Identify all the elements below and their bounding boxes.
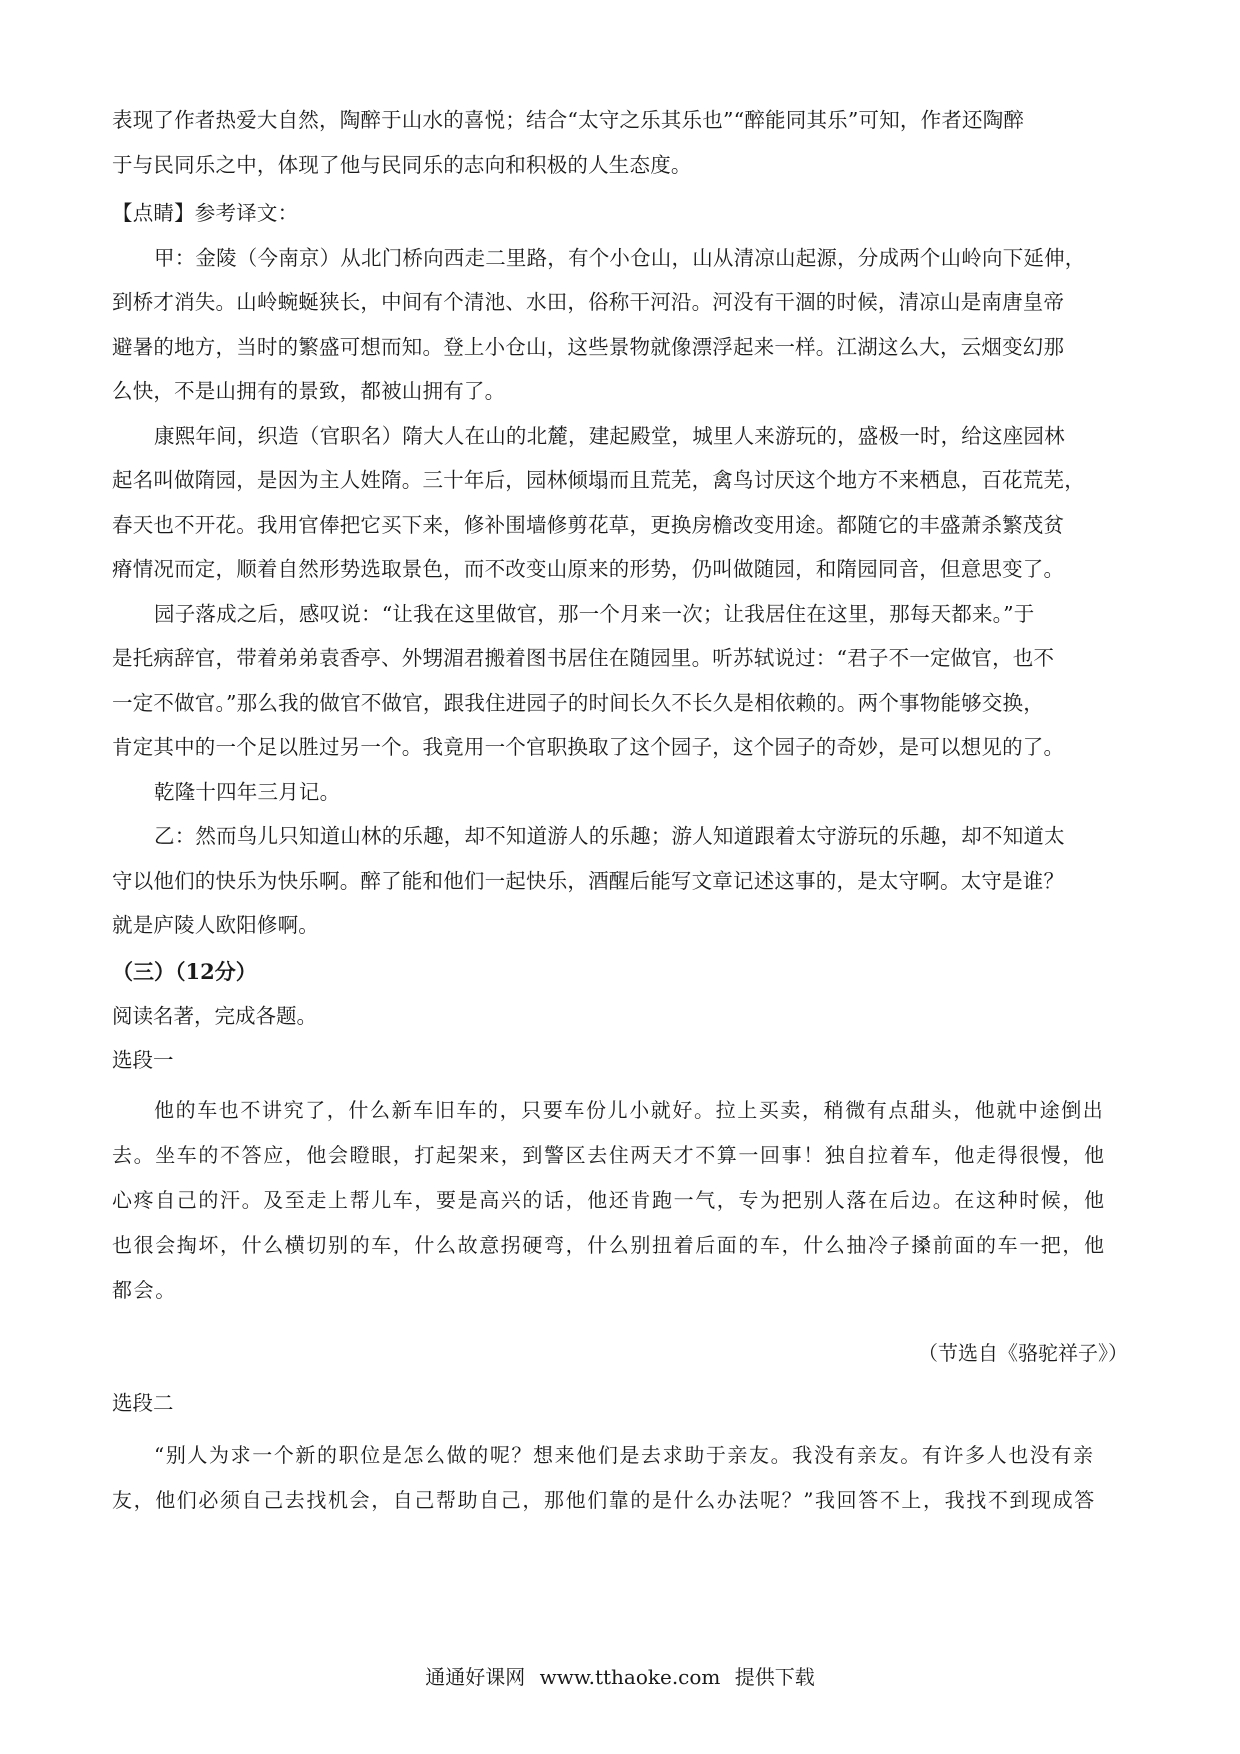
text-line: 他的车也不讲究了，什么新车旧车的，只要车份儿小就好。拉上买卖，稍微有点甜头，他就中途倒出 xyxy=(154,1097,1105,1122)
page-content xyxy=(112,98,1130,1523)
text-line: 春天也不开花。我用官俸把它买下来，修补围墙修剪花草，更换房檐改变用途。都随它的丰盛萧杀繁茂贫 xyxy=(112,512,1065,537)
text-line: 避暑的地方，当时的繁盛可想而知。登上小仓山，这些景物就像漂浮起来一样。江湖这么大，云烟变幻那 xyxy=(112,334,1065,359)
footer-url[interactable]: www.tthaoke.com xyxy=(539,1665,721,1689)
text-line: 也很会掏坏，什么横切别的车，什么故意拐硬弯，什么别扭着后面的车，什么抽冷子搡前面的车一把，他 xyxy=(112,1232,1106,1257)
section-heading: （三）（12分） xyxy=(112,958,257,984)
text-line: 么快，不是山拥有的景致，都被山拥有了。 xyxy=(112,379,506,403)
dianjing-label: 【点睛】参考译文： xyxy=(112,201,299,225)
text-line: 守以他们的快乐为快乐啊。醉了能和他们一起快乐，酒醒后能写文章记述这事的，是太守啊。太守是谁？ xyxy=(112,868,1065,893)
text-line: 肯定其中的一个足以胜过另一个。我竟用一个官职换取了这个园子，这个园子的奇妙，是可以想见的了。 xyxy=(112,735,1065,759)
text-line: 友，他们必须自己去找机会，自己帮助自己，那他们靠的是什么办法呢？”我回答不上，我找不到现成答 xyxy=(112,1487,1096,1512)
excerpt-two-label: 选段二 xyxy=(112,1390,174,1415)
text-line: 甲：金陵（今南京）从北门桥向西走二里路，有个小仓山，山从清凉山起源，分成两个山岭向下延伸， xyxy=(154,245,1086,270)
excerpt-two-text xyxy=(112,1433,1130,1523)
footer-site-name: 通通好课网 xyxy=(425,1665,526,1689)
text-line: 于与民同乐之中，体现了他与民同乐的志向和积极的人生态度。 xyxy=(112,152,692,177)
translation-jia-date: 乾隆十四年三月记。 xyxy=(154,779,341,804)
page-footer xyxy=(0,1662,1240,1692)
text-line: 一定不做官。”那么我的做官不做官，跟我住进园子的时间长久不长久是相依赖的。两个事物能够交换， xyxy=(112,690,1044,715)
text-line: 都会。 xyxy=(112,1277,177,1302)
text-line: 瘠情况而定，顺着自然形势选取景色，而不改变山原来的形势，仍叫做随园，和隋园同音，但意思变了。 xyxy=(112,557,1065,581)
intro-paragraph xyxy=(112,98,1130,187)
text-line: 表现了作者热爱大自然，陶醉于山水的喜悦；结合“太守之乐其乐也”“醉能同其乐”可知，作者还陶醉 xyxy=(112,108,1025,132)
text-line: 是托病辞官，带着弟弟袁香亭、外甥湄君搬着图书居住在随园里。听苏轼说过：“君子不一定做官，也不 xyxy=(112,646,1055,670)
text-line: 去。坐车的不答应，他会瞪眼，打起架来，到警区去住两天才不算一回事！独自拉着车，他走得很慢，他 xyxy=(112,1142,1106,1167)
text-line: 就是庐陵人欧阳修啊。 xyxy=(112,913,319,937)
translation-jia-paragraph-3 xyxy=(112,592,1130,770)
text-line: 到桥才消失。山岭蜿蜒狭长，中间有个清池、水田，俗称干河沿。河没有干涸的时候，清凉山是南唐皇帝 xyxy=(112,290,1065,314)
excerpt-one-label: 选段一 xyxy=(112,1047,174,1072)
footer-suffix: 提供下载 xyxy=(734,1665,815,1689)
excerpt-one-text xyxy=(112,1088,1130,1313)
translation-jia-paragraph-1 xyxy=(112,236,1130,414)
instruction-text: 阅读名著，完成各题。 xyxy=(112,1003,317,1028)
text-line: 起名叫做隋园，是因为主人姓隋。三十年后，园林倾塌而且荒芜，禽鸟讨厌这个地方不来栖息，百花荒芜， xyxy=(112,468,1085,492)
excerpt-one-source: （节选自《骆驼祥子》） xyxy=(918,1340,1128,1365)
text-line: “别人为求一个新的职位是怎么做的呢？想来他们是去求助于亲友。我没有亲友。有许多人也没有亲 xyxy=(154,1442,1095,1467)
translation-jia-paragraph-2 xyxy=(112,414,1130,592)
translation-yi-paragraph xyxy=(112,814,1130,948)
text-line: 康熙年间，织造（官职名）隋大人在山的北麓，建起殿堂，城里人来游玩的，盛极一时，给这座园林 xyxy=(154,423,1065,448)
text-line: 园子落成之后，感叹说：“让我在这里做官，那一个月来一次；让我居住在这里，那每天都来。”于 xyxy=(154,601,1035,626)
text-line: 心疼自己的汗。及至走上帮儿车，要是高兴的话，他还肯跑一气，专为把别人落在后边。在这种时候，他 xyxy=(112,1187,1106,1212)
text-line: 乙：然而鸟儿只知道山林的乐趣，却不知道游人的乐趣；游人知道跟着太守游玩的乐趣，却不知道太 xyxy=(154,824,1065,848)
